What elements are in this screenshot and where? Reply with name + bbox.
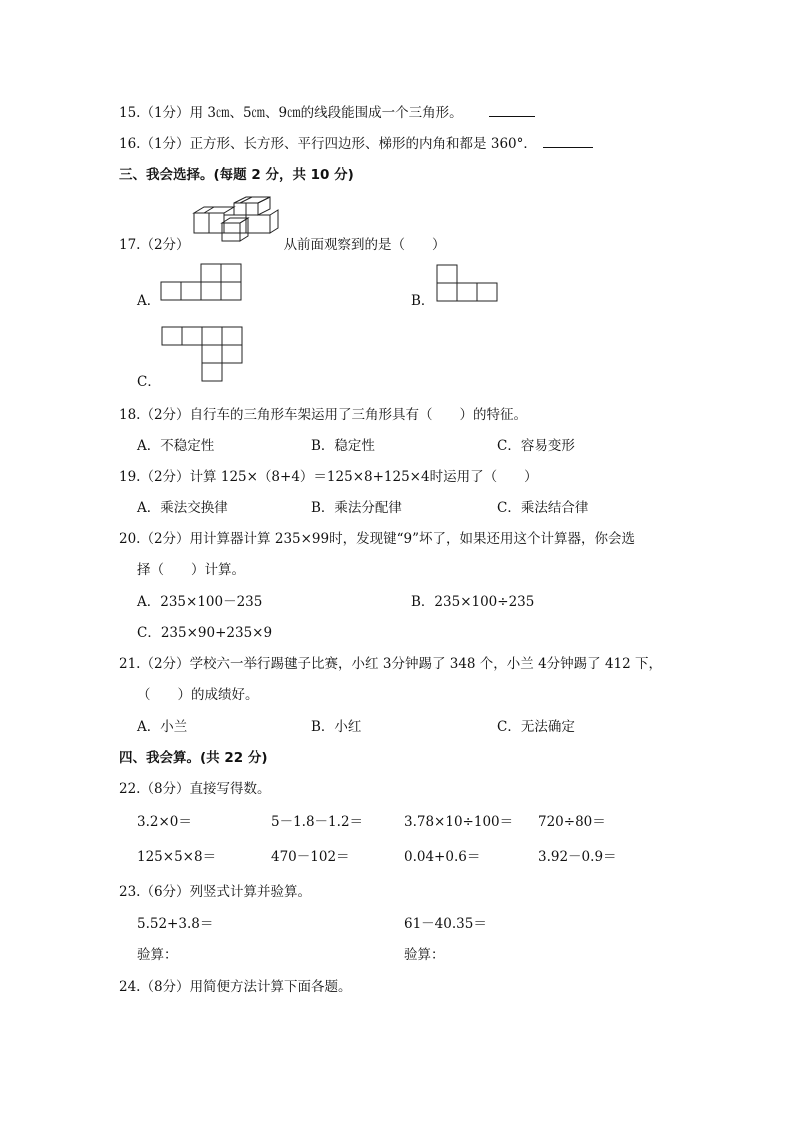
- option-b[interactable]: B．稳定性: [311, 438, 375, 454]
- calc-item: 3.2×0＝: [137, 814, 192, 830]
- question-22: 22.（8分）直接写得数。: [119, 781, 271, 797]
- calc-item: 5－1.8－1.2＝: [271, 814, 364, 830]
- option-a[interactable]: A．乘法交换律: [137, 500, 228, 516]
- question-21: 21.（2分）学校六一举行踢毽子比赛，小红 3分钟踢了 348 个，小兰 4分钟踢了 412 下，: [119, 656, 663, 672]
- question-21-continued: （ ）的成绩好。: [137, 687, 259, 703]
- calc-item: 3.92－0.9＝: [538, 849, 617, 865]
- question-20: 20.（2分）用计算器计算 235×99时，发现键“9”坏了，如果还用这个计算器，你会选: [119, 531, 636, 547]
- option-a[interactable]: A．: [137, 293, 161, 309]
- answer-blank[interactable]: [543, 135, 593, 148]
- check-label: 验算：: [137, 947, 178, 963]
- calc-item: 0.04+0.6＝: [404, 849, 481, 865]
- option-c[interactable]: C．: [137, 374, 161, 390]
- section-3-heading: 三、我会选择。(每题 2 分，共 10 分): [119, 167, 354, 183]
- option-c[interactable]: C．无法确定: [497, 719, 575, 735]
- question-20-continued: 择（ ）计算。: [137, 562, 245, 578]
- calc-item: 61－40.35＝: [404, 916, 487, 932]
- question-19: 19.（2分）计算 125×（8+4）＝125×8+125×4时运用了（ ）: [119, 469, 538, 485]
- option-a-figure: [160, 262, 244, 302]
- option-b[interactable]: B．小红: [311, 719, 362, 735]
- option-b[interactable]: B．: [411, 293, 435, 309]
- calc-item: 720÷80＝: [538, 814, 606, 830]
- option-a[interactable]: A．小兰: [137, 719, 188, 735]
- question-23: 23.（6分）列竖式计算并验算。: [119, 884, 312, 900]
- option-b[interactable]: B．乘法分配律: [311, 500, 402, 516]
- check-label: 验算：: [404, 947, 445, 963]
- option-b-figure: [435, 263, 499, 303]
- option-c-figure: [160, 325, 244, 385]
- question-18: 18.（2分）自行车的三角形车架运用了三角形具有（ ）的特征。: [119, 407, 528, 423]
- section-4-heading: 四、我会算。(共 22 分): [119, 750, 268, 766]
- option-c[interactable]: C．235×90+235×9: [137, 625, 273, 641]
- calc-item: 3.78×10÷100＝: [404, 814, 514, 830]
- calc-item: 5.52+3.8＝: [137, 916, 214, 932]
- option-b[interactable]: B．235×100÷235: [411, 594, 535, 610]
- option-a[interactable]: A．235×100－235: [137, 594, 263, 610]
- option-c[interactable]: C．乘法结合律: [497, 500, 589, 516]
- option-a[interactable]: A．不稳定性: [137, 438, 215, 454]
- question-16: 16.（1分）正方形、长方形、平行四边形、梯形的内角和都是 360°．: [119, 135, 593, 153]
- calc-item: 470－102＝: [271, 849, 350, 865]
- question-17: 17.（2分） 从前面观察到的是（ ）: [119, 237, 446, 253]
- question-15: 15.（1分）用 3㎝、5㎝、9㎝的线段能围成一个三角形。: [119, 104, 535, 122]
- answer-blank[interactable]: [489, 104, 535, 117]
- question-24: 24.（8分）用简便方法计算下面各题。: [119, 979, 352, 995]
- calc-item: 125×5×8＝: [137, 849, 217, 865]
- option-c[interactable]: C．容易变形: [497, 438, 575, 454]
